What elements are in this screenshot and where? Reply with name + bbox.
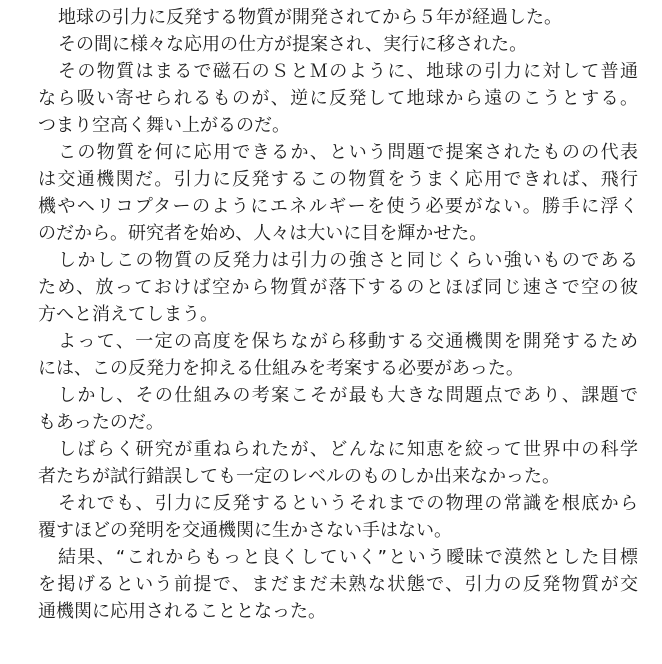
text-line: のだから。研究者を始め、人々は大いに目を輝かせた。 xyxy=(38,223,488,244)
text-line: 覆すほどの発明を交通機関に生かさない手はない。 xyxy=(38,520,452,541)
text-line: それでも、引力に反発するというそれまでの物理の常識を根底から xyxy=(58,493,638,514)
paragraph xyxy=(38,328,638,382)
paragraph xyxy=(38,247,638,328)
text-line: には、この反発力を抑える仕組みを考案する必要があった。 xyxy=(38,358,524,379)
paragraph xyxy=(38,544,638,625)
paragraph xyxy=(38,4,638,31)
text-line: ため、放っておけば空から物質が落下するのとほぼ同じ速さで空の彼 xyxy=(38,277,638,298)
text-line: なら吸い寄せられるものが、逆に反発して地球から遠のこうとする。 xyxy=(38,88,638,109)
text-line: 結果、“これからもっと良くしていく”という曖昧で漠然とした目標 xyxy=(58,547,638,568)
text-line: しかしこの物質の反発力は引力の強さと同じくらい強いものである xyxy=(58,250,638,271)
paragraph xyxy=(38,31,638,58)
text-line: もあったのだ。 xyxy=(38,412,164,433)
text-line: この物質を何に応用できるか、という問題で提案されたものの代表 xyxy=(58,142,638,163)
text-line: 機やヘリコプターのようにエネルギーを使う必要がない。勝手に浮く xyxy=(38,196,638,217)
paragraph xyxy=(38,382,638,436)
paragraph xyxy=(38,58,638,139)
paragraph xyxy=(38,139,638,247)
text-line: その物質はまるで磁石のＳとＭのように、地球の引力に対して普通 xyxy=(58,61,638,82)
text-line: 地球の引力に反発する物質が開発されてから５年が経過した。 xyxy=(58,7,562,28)
text-line: つまり空高く舞い上がるのだ。 xyxy=(38,115,290,136)
text-line: しばらく研究が重ねられたが、どんなに知恵を絞って世界中の科学 xyxy=(58,439,638,460)
paragraph xyxy=(38,490,638,544)
text-line: 通機関に応用されることとなった。 xyxy=(38,601,326,622)
paragraph xyxy=(38,436,638,490)
text-line: 者たちが試行錯誤しても一定のレベルのものしか出来なかった。 xyxy=(38,466,560,487)
text-line: しかし、その仕組みの考案こそが最も大きな問題点であり、課題で xyxy=(58,385,638,406)
text-line: 方へと消えてしまう。 xyxy=(38,304,218,325)
text-line: は交通機関だ。引力に反発するこの物質をうまく応用できれば、飛行 xyxy=(38,169,638,190)
text-line: よって、一定の高度を保ちながら移動する交通機関を開発するため xyxy=(58,331,638,352)
text-body xyxy=(38,4,638,625)
text-line: その間に様々な応用の仕方が提案され、実行に移された。 xyxy=(58,34,528,55)
text-line: を掲げるという前提で、まだまだ未熟な状態で、引力の反発物質が交 xyxy=(38,574,638,595)
